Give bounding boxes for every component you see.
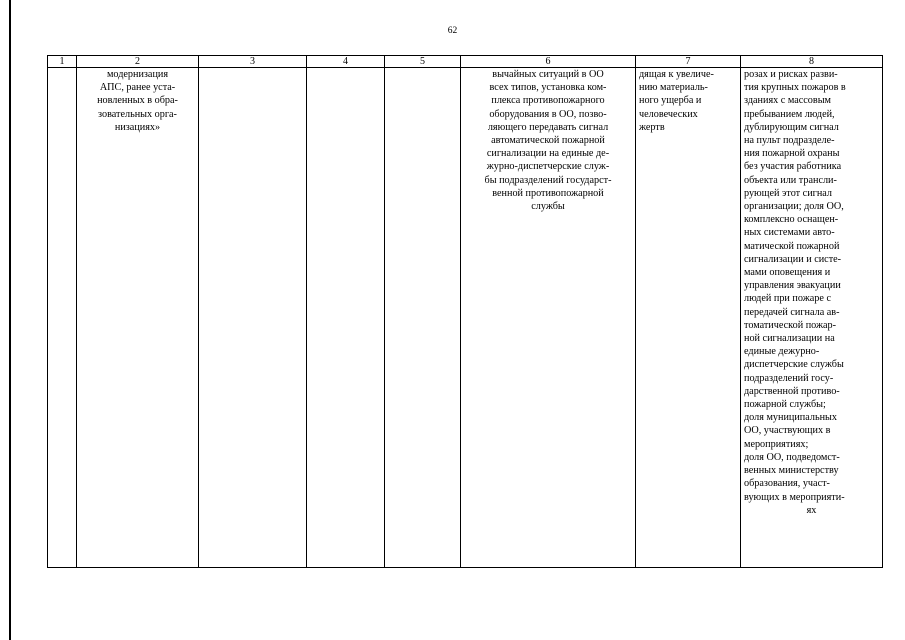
cell-text-line: дублирующим сигнал <box>744 121 839 133</box>
cell-text-line: розах и рисках разви- <box>744 69 838 80</box>
cell-text-line: дящая к увеличе- <box>639 69 714 80</box>
cell-text-line: единые дежурно- <box>744 346 820 358</box>
cell-text-line: ляющего передавать сигнал <box>487 121 609 133</box>
cell-text-line: журно-диспетчерские служ- <box>486 161 610 173</box>
cell-text-line: зданиях с массовым <box>744 95 831 107</box>
cell-text-line: АПС, ранее уста- <box>99 82 176 94</box>
cell-text-line: дарственной противо- <box>744 385 840 397</box>
table-row <box>48 68 883 568</box>
cell-col7 <box>636 68 741 568</box>
cell-col3 <box>199 68 307 568</box>
cell-text-line: управления эвакуации <box>744 280 841 292</box>
cell-text-line: ных системами авто- <box>744 227 835 239</box>
cell-text-line: доля ОО, подведомст- <box>744 451 840 463</box>
cell-text-line: службы <box>531 201 565 213</box>
cell-text-line: нию материаль- <box>639 82 708 94</box>
cell-text-line: на пульт подразделе- <box>744 135 835 147</box>
cell-text-line: ного ущерба и <box>639 95 702 107</box>
cell-text-line: мероприятиях; <box>744 438 809 450</box>
column-header-8: 8 <box>741 56 883 68</box>
cell-text-line: ния пожарной охраны <box>744 148 840 160</box>
cell-text-line: бы подразделений государст- <box>484 174 612 186</box>
cell-text-line: тия крупных пожаров в <box>744 82 846 94</box>
cell-text-line: томатической пожар- <box>744 319 837 331</box>
cell-text-line: автоматической пожарной <box>491 135 605 147</box>
cell-text-line: диспетчерские службы <box>744 359 844 371</box>
column-header-4: 4 <box>307 56 385 68</box>
cell-text-line: вычайных ситуаций в ОО <box>492 69 604 80</box>
cell-text-line: пребыванием людей, <box>744 108 835 120</box>
cell-text-line: образования, участ- <box>744 478 830 490</box>
cell-text-line: пожарной службы; <box>744 399 826 411</box>
cell-text-line: людей при пожаре с <box>744 293 831 305</box>
cell-text-line: рующей этот сигнал <box>744 187 832 199</box>
cell-col1 <box>48 68 77 568</box>
cell-text-line: передачей сигнала ав- <box>744 306 840 318</box>
cell-text-line: сигнализации на единые де- <box>486 148 610 160</box>
column-header-5: 5 <box>385 56 461 68</box>
cell-text-line: подразделений госу- <box>744 372 834 384</box>
table-header-row <box>48 56 883 68</box>
document-table <box>47 55 883 568</box>
cell-text-line: объекта или трансли- <box>744 174 837 186</box>
cell-text-line: ной сигнализации на <box>744 333 835 345</box>
cell-text-line: ОО, участвующих в <box>744 425 831 437</box>
cell-text-line: вующих в мероприяти- <box>744 491 845 503</box>
cell-col6 <box>461 68 636 568</box>
binding-edge-line <box>9 0 11 640</box>
cell-text-line: без участия работника <box>744 161 842 173</box>
cell-text-line: венных министерству <box>744 465 839 477</box>
cell-text-line: доля муниципальных <box>744 412 837 424</box>
cell-text-line: ях <box>806 504 817 516</box>
cell-col2 <box>77 68 199 568</box>
cell-text-line: человеческих <box>639 108 698 120</box>
column-header-7: 7 <box>636 56 741 68</box>
cell-col8 <box>741 68 883 568</box>
column-header-6: 6 <box>461 56 636 68</box>
cell-text-line: новленных в обра- <box>97 95 178 107</box>
cell-text-line: всех типов, установка ком- <box>489 82 607 94</box>
column-header-3: 3 <box>199 56 307 68</box>
column-header-1: 1 <box>48 56 77 68</box>
cell-text-line: жертв <box>639 121 665 133</box>
cell-text-line: модернизация <box>106 69 169 80</box>
cell-col5 <box>385 68 461 568</box>
cell-text-line: плекса противопожарного <box>491 95 605 107</box>
cell-text-line: матической пожарной <box>744 240 840 252</box>
cell-text-line: комплексно оснащен- <box>744 214 839 226</box>
cell-text-line: венной противопожарной <box>492 187 604 199</box>
cell-text-line: организации; доля ОО, <box>744 201 844 213</box>
cell-col4 <box>307 68 385 568</box>
cell-text-line: мами оповещения и <box>744 267 831 279</box>
page-number: 62 <box>447 26 458 36</box>
cell-text-line: оборудования в ОО, позво- <box>489 108 607 120</box>
cell-text-line: низациях» <box>114 121 161 133</box>
column-header-2: 2 <box>77 56 199 68</box>
cell-text-line: сигнализации и систе- <box>744 253 842 265</box>
cell-text-line: зовательных орга- <box>98 108 177 120</box>
